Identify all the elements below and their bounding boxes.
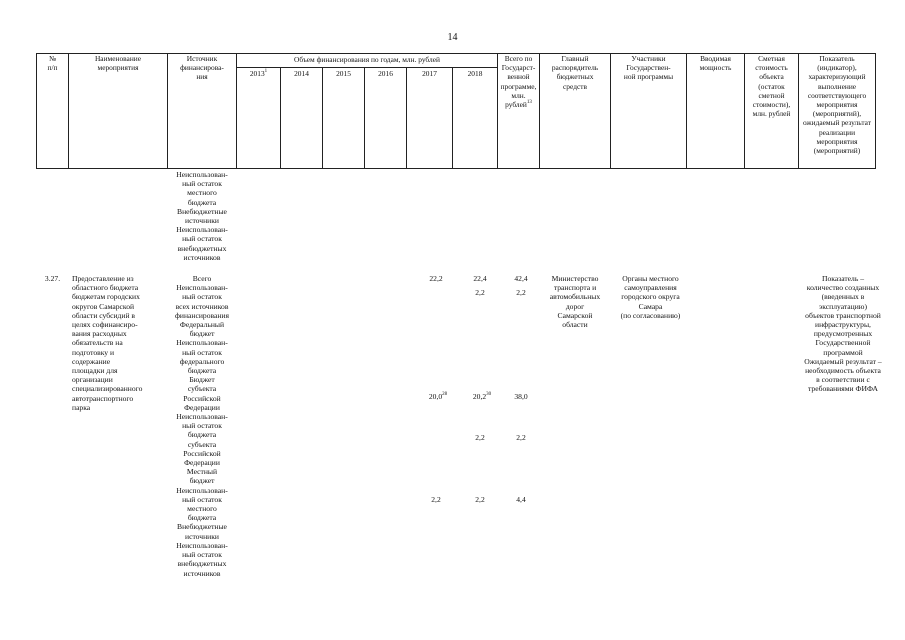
- indicator-line: Ожидаемый результат –: [804, 356, 882, 366]
- participants-line: Самара: [638, 301, 663, 311]
- source-line: ный остаток: [182, 234, 222, 244]
- header-capacity: [686, 54, 745, 72]
- value-subject-sum: 38,0: [514, 392, 528, 401]
- row-name-line: парка: [72, 402, 91, 412]
- source-line: местного: [187, 188, 217, 198]
- row-name-line: области субсидий в: [72, 310, 136, 320]
- indicator-line: Государственной: [815, 338, 871, 348]
- value-subject-2018-footnote: 30: [486, 392, 492, 397]
- source-line: ный остаток: [182, 179, 222, 189]
- source-line: ный остаток: [182, 550, 222, 560]
- source-line: бюджета: [187, 513, 217, 523]
- header-indicator-line: соответствующего: [807, 90, 867, 100]
- participants-line: городского округа: [621, 292, 680, 302]
- source-line: всех источников: [175, 301, 229, 311]
- header-manager-line: Главный: [561, 54, 589, 63]
- year-2014: 2014: [294, 69, 309, 78]
- indicator-line: объектов транспортной: [805, 310, 881, 320]
- header-total-line: программе,: [500, 81, 537, 91]
- source-line: Неиспользован-: [176, 283, 228, 293]
- row-participants: [612, 274, 689, 320]
- manager-line: Самарской: [557, 310, 593, 320]
- source-line: Всего: [192, 274, 212, 283]
- value-subject-2017-footnote: 28: [442, 392, 448, 397]
- indicator-line: программой: [823, 347, 863, 357]
- participants-line: самоуправления: [624, 283, 677, 293]
- source-line: федерального: [179, 356, 225, 366]
- year-cell-2018: [452, 67, 498, 169]
- row-name-line: Предоставление из: [72, 274, 134, 283]
- source-line: Внебюджетные: [177, 522, 227, 532]
- header-source-line: ния: [196, 72, 208, 82]
- header-source: [167, 54, 237, 82]
- header-indicator-line: Показатель: [819, 54, 855, 63]
- source-line: Неиспользован-: [176, 485, 228, 495]
- header-participants-line: Государствен-: [626, 63, 671, 73]
- value-unused-subject-sum: 2,2: [516, 433, 526, 442]
- participants-line: Органы местного: [622, 274, 679, 283]
- source-line: бюджета: [187, 366, 217, 376]
- manager-line: дорог: [565, 301, 585, 311]
- source-line: бюджета: [187, 197, 217, 207]
- source-line: источников: [183, 252, 221, 262]
- header-no: [36, 54, 69, 72]
- page-number: 14: [447, 32, 458, 43]
- indicator-line: Показатель –: [821, 274, 865, 283]
- row-name-line: округов Самарской: [72, 301, 135, 311]
- row-name-line: площадки для: [72, 366, 118, 376]
- source-line: субъекта: [187, 439, 217, 449]
- indicator-line: требованиями ФИФА: [808, 384, 878, 394]
- source-line: бюджет: [189, 476, 215, 486]
- header-total-unit: рублей: [505, 100, 527, 110]
- value-unused-subject-2018: 2,2: [475, 433, 485, 442]
- header-manager-line: средств: [563, 81, 587, 91]
- source-line: Федерации: [184, 458, 220, 468]
- value-local-2018: 2,2: [475, 495, 485, 504]
- source-line: Внебюджетные: [177, 206, 227, 216]
- header-manager-line: бюджетных: [556, 72, 594, 82]
- header-cost-line: (остаток: [758, 81, 785, 91]
- header-no-line: п/п: [47, 63, 58, 73]
- year-2016: 2016: [378, 69, 393, 78]
- indicator-line: необходимость объекта: [805, 366, 881, 376]
- source-line: внебюджетных: [177, 243, 227, 253]
- manager-line: автомобильных: [549, 292, 601, 302]
- header-indicator-line: ожидаемый результат: [803, 118, 871, 128]
- value-subject-2017-number: 20,0: [428, 392, 443, 401]
- value-total-2017: 22,2: [429, 274, 443, 283]
- header-total-line: венной: [507, 72, 530, 82]
- header-participants-line: ной программы: [623, 72, 674, 82]
- row-name-line: подготовку и: [72, 347, 115, 357]
- year-cell-2013: [236, 67, 281, 169]
- header-indicator-line: (мероприятий): [813, 146, 861, 156]
- year-2013-label: 2013: [249, 69, 265, 78]
- value-subject-2018: [462, 392, 502, 401]
- header-name-line: мероприятия: [97, 63, 139, 73]
- table-header: [36, 53, 876, 169]
- source-line: финансирования: [175, 310, 229, 320]
- indicator-line: эксплуатацию): [819, 301, 867, 311]
- header-source-line: Источник: [186, 54, 218, 63]
- source-line: источники: [185, 531, 219, 541]
- header-name: [68, 54, 168, 72]
- year-2018: 2018: [467, 69, 483, 78]
- manager-line: транспорта и: [553, 283, 597, 293]
- header-indicator-line: характеризующий: [808, 72, 866, 82]
- year-cell-2017: [406, 67, 453, 169]
- indicator-line: инфраструктуры,: [815, 320, 871, 330]
- header-total-line: Государст-: [501, 63, 536, 73]
- source-line: ный остаток: [182, 347, 222, 357]
- header-manager: [539, 54, 611, 91]
- header-indicator-line: выполнение: [817, 81, 857, 91]
- header-indicator-line: мероприятия: [816, 100, 858, 110]
- source-line: Неиспользован-: [176, 170, 228, 179]
- year-2017: 2017: [422, 69, 437, 78]
- source-line: Неиспользован-: [176, 412, 228, 422]
- value-total-sum: 42,4: [514, 274, 528, 283]
- row-name-line: целях софинансиро-: [72, 320, 138, 330]
- header-capacity-line: Вводимая: [700, 54, 731, 63]
- header-volume-title: Объем финансирования по годам, млн. рублей: [294, 55, 440, 64]
- participants-line: (по согласованию): [620, 310, 681, 320]
- header-total-footnote: 13: [526, 100, 532, 106]
- source-line: Российской: [183, 448, 221, 458]
- header-total-line: [497, 100, 540, 109]
- row-name-line: организации: [72, 375, 113, 385]
- header-indicator: [798, 54, 876, 155]
- source-line: Неиспользован-: [176, 338, 228, 348]
- row-name-line: автотранспортного: [72, 393, 134, 403]
- row-name-line: специализированного: [72, 384, 143, 394]
- header-total: [497, 54, 540, 109]
- source-line: бюджета: [187, 430, 217, 440]
- continuation-sources: [167, 170, 237, 262]
- source-line: Федерации: [184, 402, 220, 412]
- header-total-line: Всего по: [504, 54, 533, 63]
- source-line: ный остаток: [182, 494, 222, 504]
- header-indicator-line: (мероприятий),: [812, 109, 862, 119]
- year-2013-footnote: 1: [264, 69, 268, 74]
- header-source-line: финансирова-: [180, 63, 224, 73]
- header-name-line: Наименование: [94, 54, 142, 63]
- year-cell-2016: [364, 67, 407, 169]
- source-line: источников: [183, 568, 221, 578]
- value-unused-all-sum: 2,2: [516, 288, 526, 297]
- source-line: субъекта: [187, 384, 217, 394]
- source-line: ный остаток: [182, 421, 222, 431]
- indicator-line: в соответствии с: [816, 375, 870, 385]
- year-2015: 2015: [336, 69, 351, 78]
- source-line: Местный: [186, 467, 218, 477]
- value-unused-all-2018: 2,2: [475, 288, 485, 297]
- row-number: 3.27.: [44, 274, 61, 283]
- value-subject-2018-number: 20,2: [472, 392, 487, 401]
- year-cell-2014: [280, 67, 323, 169]
- manager-line: Министерство: [551, 274, 599, 283]
- row-indicator: [790, 274, 896, 394]
- row-manager: [539, 274, 611, 329]
- source-line: бюджет: [189, 329, 215, 339]
- source-line: Неиспользован-: [176, 540, 228, 550]
- source-line: Российской: [183, 393, 221, 403]
- header-manager-line: распорядитель: [551, 63, 599, 73]
- header-cost-line: объекта: [759, 72, 784, 82]
- header-no-line: №: [48, 54, 57, 63]
- source-line: внебюджетных: [177, 559, 227, 569]
- source-line: Бюджет: [189, 375, 215, 385]
- value-subject-2017: [418, 392, 458, 401]
- header-cost-line: стоимости),: [752, 100, 791, 110]
- manager-line: области: [562, 320, 588, 330]
- header-participants: [610, 54, 687, 82]
- row-sources: [167, 274, 237, 578]
- header-participants-line: Участники: [631, 54, 666, 63]
- header-indicator-line: реализации: [818, 127, 856, 137]
- header-capacity-line: мощность: [699, 63, 732, 73]
- source-line: Федеральный: [179, 320, 225, 330]
- indicator-line: количество созданных: [806, 283, 880, 293]
- row-name: [72, 274, 172, 412]
- source-line: источники: [185, 216, 219, 226]
- source-line: Неиспользован-: [176, 225, 228, 235]
- header-cost: [744, 54, 799, 118]
- header-cost-line: Сметная: [758, 54, 785, 63]
- header-cost-line: млн. рублей: [752, 109, 791, 119]
- value-total-2018: 22,4: [473, 274, 487, 283]
- row-name-line: областного бюджета: [72, 283, 139, 293]
- indicator-line: (введенных в: [821, 292, 865, 302]
- header-indicator-line: мероприятия: [816, 136, 858, 146]
- source-line: местного: [187, 504, 217, 514]
- row-name-line: содержание: [72, 356, 111, 366]
- header-cost-line: стоимость: [755, 63, 788, 73]
- row-name-line: бюджетам городских: [72, 292, 140, 302]
- source-line: ный остаток: [182, 292, 222, 302]
- header-indicator-line: (индикатор),: [817, 63, 857, 73]
- indicator-line: предусмотренных: [813, 329, 873, 339]
- header-total-line: млн.: [511, 90, 526, 100]
- row-name-line: обязательств на: [72, 338, 123, 348]
- header-cost-line: сметной: [758, 90, 785, 100]
- value-local-2017: 2,2: [431, 495, 441, 504]
- year-2013: [236, 69, 281, 78]
- row-name-line: вания расходных: [72, 329, 127, 339]
- year-cell-2015: [322, 67, 365, 169]
- value-local-sum: 4,4: [516, 495, 526, 504]
